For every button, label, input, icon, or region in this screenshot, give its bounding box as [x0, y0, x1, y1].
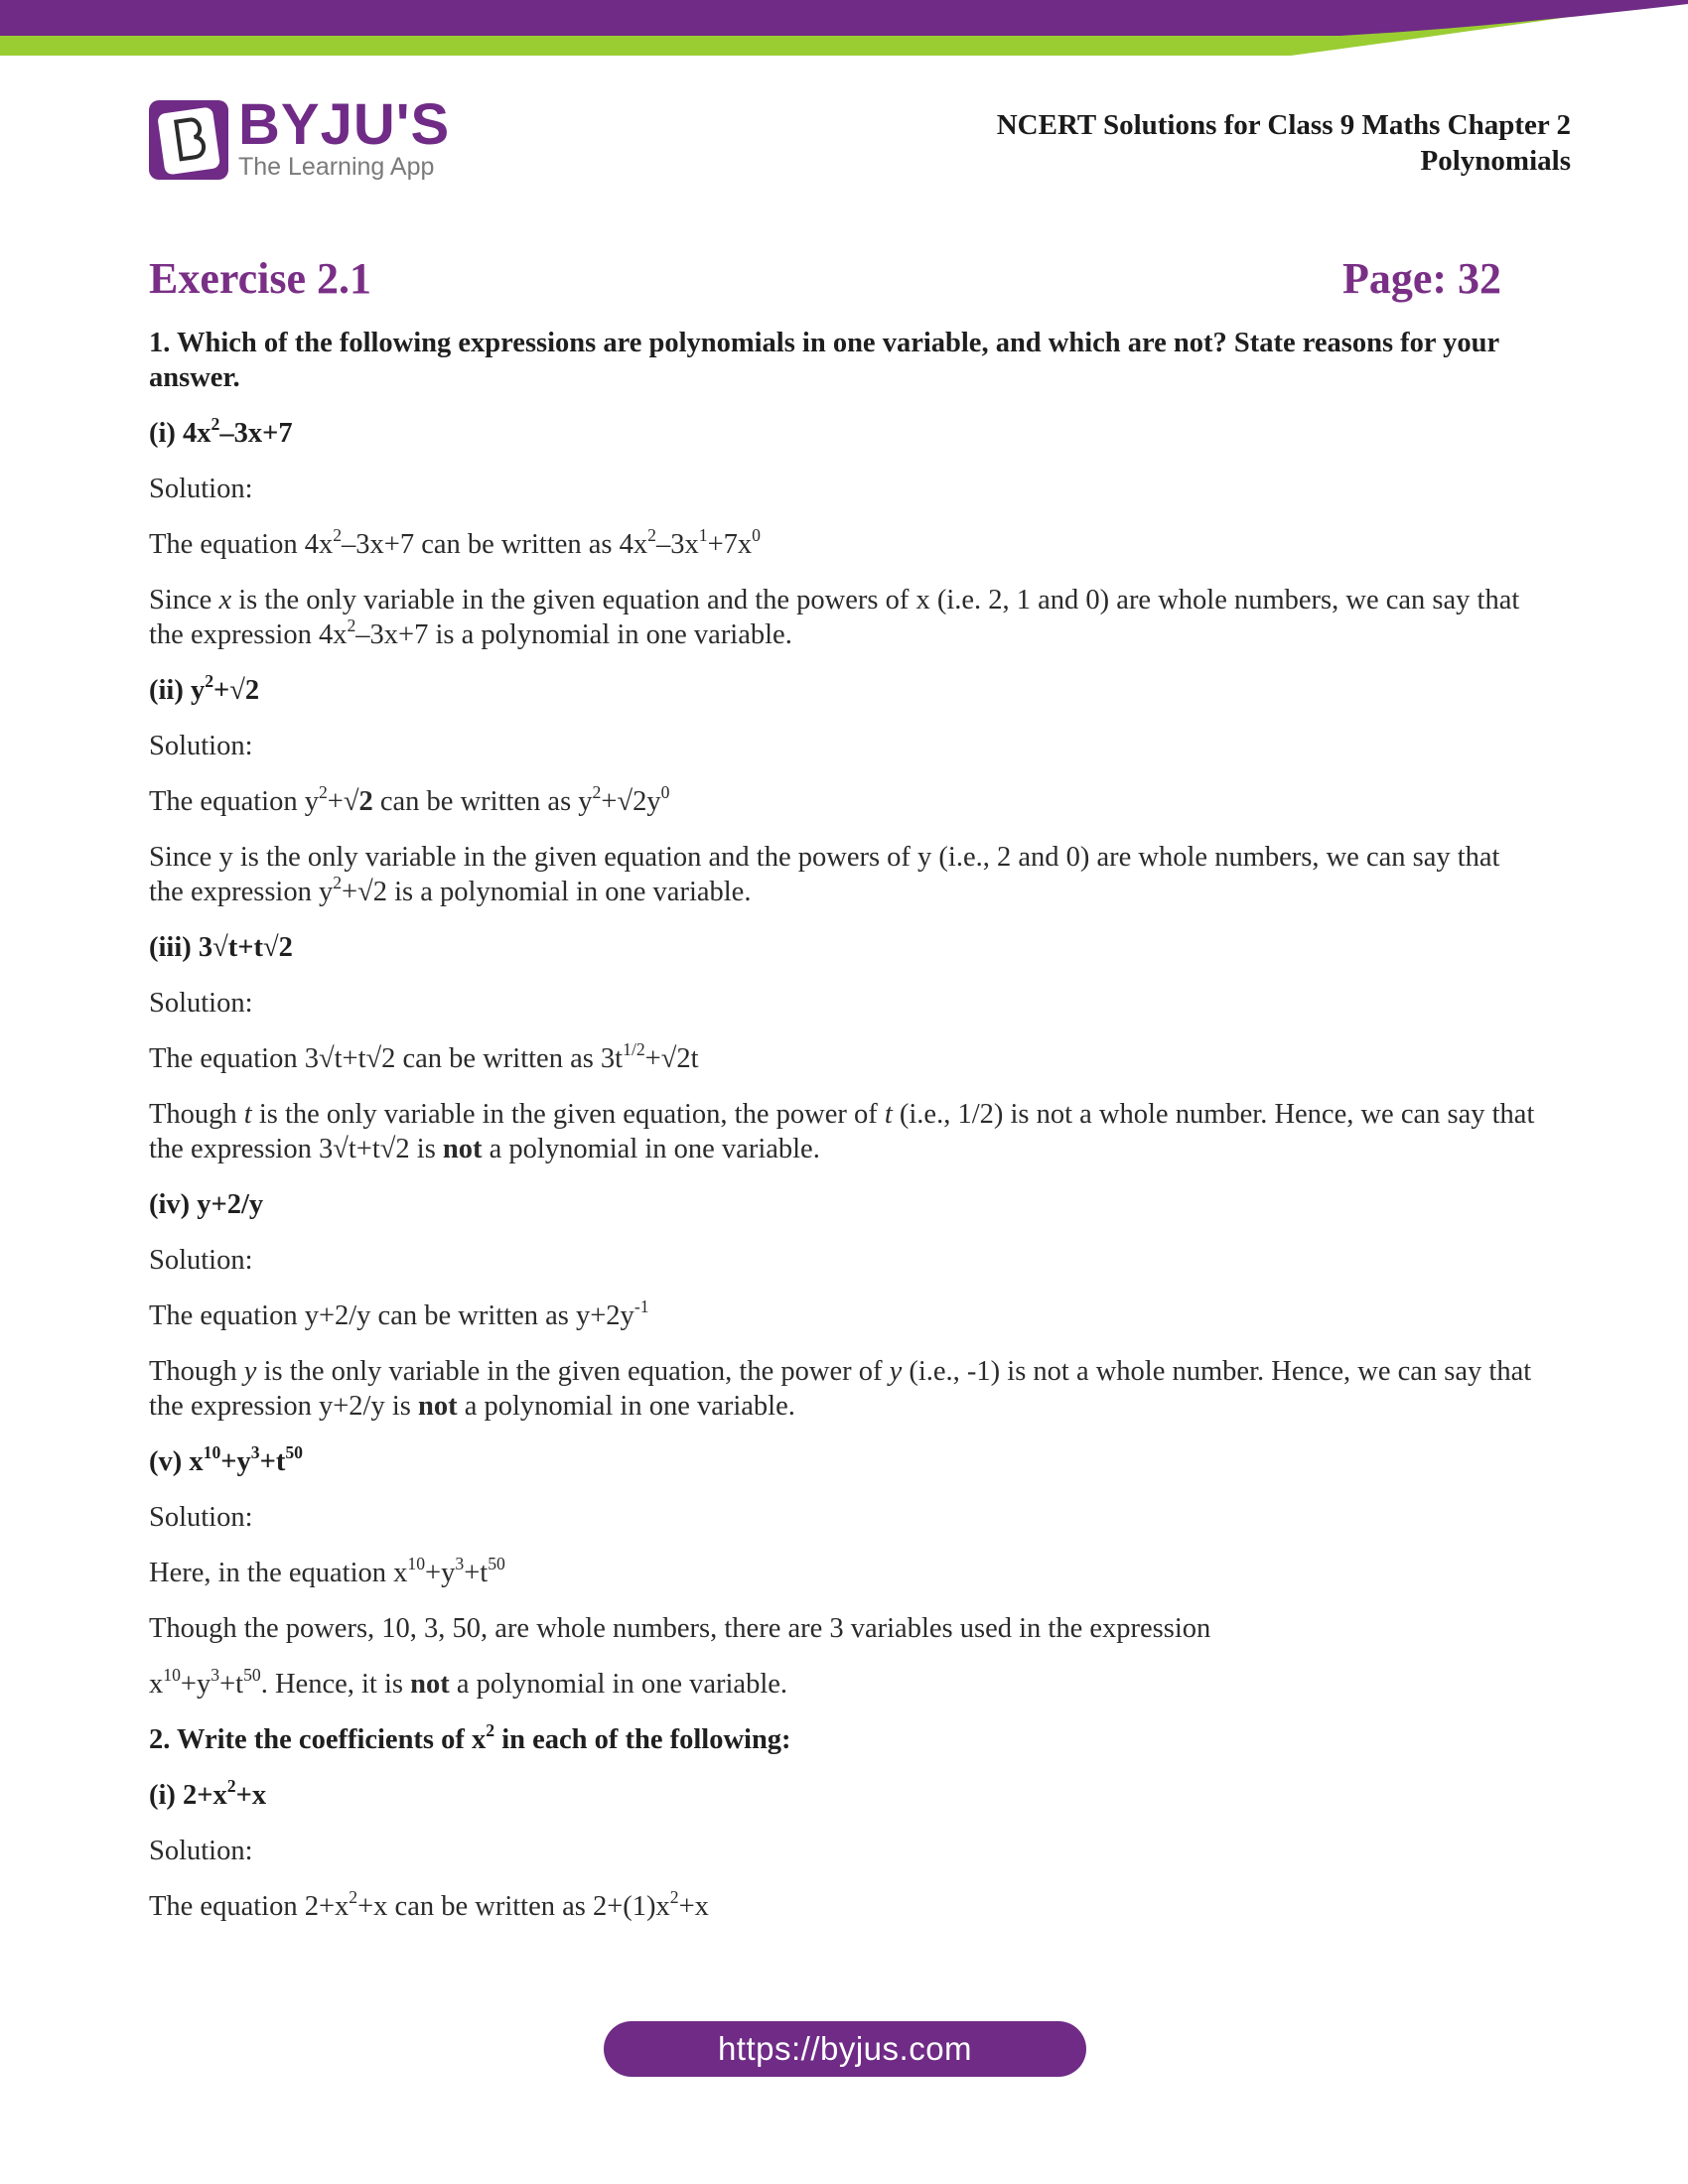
document-body	[149, 326, 1539, 1945]
banner-graphic	[0, 0, 1688, 60]
q1-part-i-explanation: Since x is the only variable in the given equation and the powers of x (i.e. 2, 1 and 0) are whole numbers, we can say that the expression $4x^2-3x+7$ is a polynomial in one variable.	[149, 585, 1520, 650]
q1-part-iii-equation: The equation 3√t+t√2 can be written as $3t^{1/2}+√2t$	[149, 1038, 699, 1074]
top-banner	[0, 0, 1688, 60]
header-line-1: NCERT Solutions for Class 9 Maths Chapter 2	[996, 109, 1571, 141]
solution-label: Solution:	[149, 474, 253, 504]
q1-part-v-explanation-line1: Though the powers, 10, 3, 50, are whole numbers, there are 3 variables used in the expression	[149, 1613, 1211, 1644]
solution-label: Solution:	[149, 988, 253, 1019]
byjus-logo	[149, 92, 451, 183]
logo-b-icon	[149, 100, 228, 180]
q1-part-ii-equation: The equation $y^2+√2$ can be written as $y^2+√2y^0$	[149, 781, 670, 817]
q1-part-i-equation: The equation $4x^2-3x+7$ can be written as $4x^2-3x^1+7x^0$	[149, 524, 761, 560]
solution-label: Solution:	[149, 1245, 253, 1276]
q1-part-iv-label: (iv) y+2/y	[149, 1189, 264, 1220]
logo-brand-name: BYJU'S	[238, 92, 451, 157]
q1-part-i-label: (i) $4x^2-3x+7$	[149, 413, 293, 449]
footer-url-link[interactable]	[604, 2021, 1086, 2077]
solution-label: Solution:	[149, 1502, 253, 1533]
question-2: 2. Write the coefficients of $x^2$ in each of the following:	[149, 1719, 791, 1755]
q2-part-i-equation: The equation $2+x^2+x$ can be written as $2+(1)x^2+x$	[149, 1886, 709, 1922]
solution-label: Solution:	[149, 731, 253, 761]
q1-part-v-label: (v) $x^{10}+y^3+t^{50}$	[149, 1441, 303, 1477]
q1-part-v-equation: Here, in the equation $x^{10}+y^3+t^{50}$	[149, 1553, 505, 1588]
document-header	[997, 107, 1571, 179]
q1-part-v-explanation-line2: $x^{10}+y^3+t^{50}$. Hence, it is not a polynomial in one variable.	[149, 1664, 788, 1700]
exercise-title: Exercise 2.1	[149, 254, 372, 303]
q1-part-ii-explanation: Since y is the only variable in the given equation and the powers of y (i.e., 2 and 0) are whole numbers, we can say that the expression $y^2+√2$ is a polynomial in one variable.	[149, 842, 1500, 907]
exercise-page: Page: 32	[1341, 254, 1501, 303]
question-1: 1. Which of the following expressions are polynomials in one variable, and which are not? State reasons for your answer.	[149, 328, 1499, 393]
solution-label: Solution:	[149, 1836, 253, 1866]
footer-url-text: https://byjus.com	[717, 2030, 973, 2067]
q2-part-i-label: (i) $2+x^2+x$	[149, 1775, 267, 1811]
q1-part-iii-explanation: Though t is the only variable in the given equation, the power of t (i.e., 1/2) is not a whole number. Hence, we can say that the expression 3√t+t√2 is not a polynomial in one variable.	[149, 1099, 1535, 1164]
q1-part-iii-label: (iii) 3√t+t√2	[149, 932, 293, 963]
logo-tagline: The Learning App	[238, 153, 435, 181]
header-line-2: Polynomials	[1420, 145, 1571, 177]
q1-part-iv-equation: The equation y+2/y can be written as $y+2y^{-1}$	[149, 1296, 649, 1331]
q1-part-iv-explanation: Though y is the only variable in the given equation, the power of y (i.e., -1) is not a whole number. Hence, we can say that the expression y+2/y is not a polynomial in one variable.	[149, 1356, 1532, 1422]
q1-part-ii-label: (ii) $y^2+√2$	[149, 670, 260, 706]
